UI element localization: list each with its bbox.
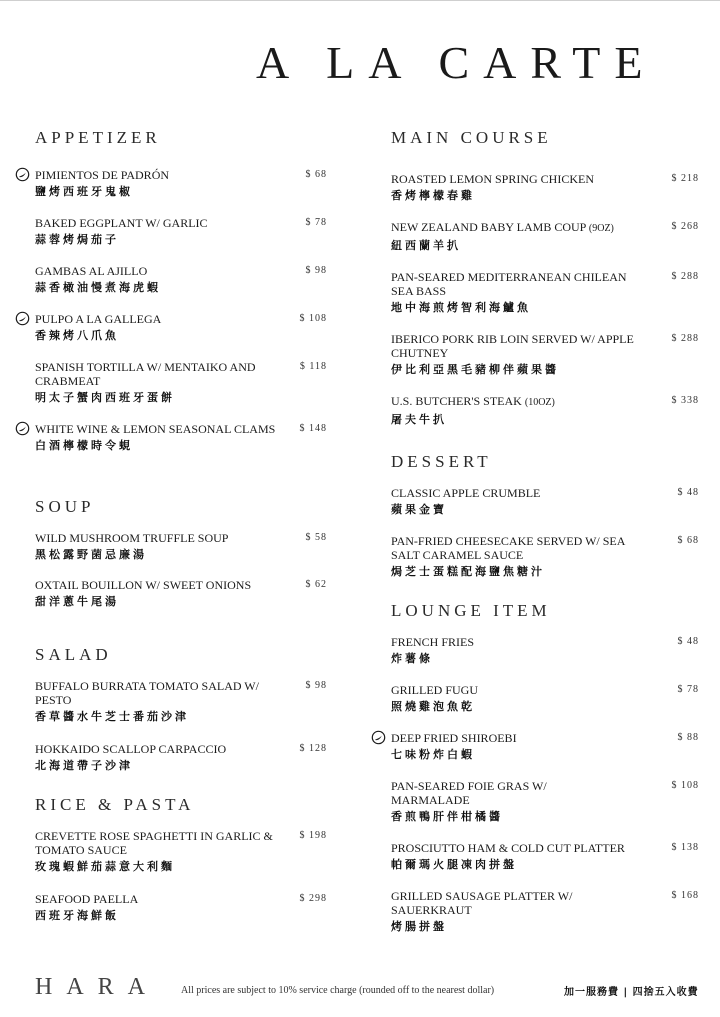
- item-name: FRENCH FRIES: [391, 635, 475, 649]
- service-charge-note: All prices are subject to 10% service charge (rounded off to the nearest dollar): [181, 985, 495, 996]
- item-name: BAKED EGGPLANT W/ GARLIC: [35, 216, 208, 230]
- item-name-zh: 蒜蓉烤焗茄子: [35, 233, 119, 246]
- item-name-zh: 地中海煎烤智利海鱸魚: [391, 301, 531, 314]
- menu-item: [35, 216, 335, 247]
- item-name: PIMIENTOS DE PADRÓN: [35, 168, 170, 182]
- item-name-zh: 烤腸拼盤: [391, 920, 447, 933]
- item-name: OXTAIL BOUILLON W/ SWEET ONIONS: [35, 578, 252, 592]
- item-price: $ 98: [305, 265, 327, 276]
- item-price: $ 128: [299, 743, 327, 754]
- item-price: $ 268: [671, 221, 699, 232]
- section-title: SOUP: [35, 497, 95, 516]
- menu-item: [35, 829, 327, 874]
- item-price: $ 298: [299, 893, 327, 904]
- item-name: [391, 394, 691, 410]
- item-price: $ 108: [299, 313, 327, 324]
- item-price: $ 98: [305, 680, 327, 691]
- item-name-zh: 紐西蘭羊扒: [391, 239, 461, 252]
- menu-item: [35, 264, 335, 295]
- chili-circle-icon: [15, 311, 30, 326]
- section-title: SALAD: [35, 645, 112, 664]
- top-divider: [0, 0, 720, 1]
- item-size-note: (9OZ): [588, 223, 614, 234]
- chili-circle-icon: [371, 730, 386, 745]
- item-price: $ 68: [677, 535, 699, 546]
- item-price: $ 168: [671, 890, 699, 901]
- item-name: SEAFOOD PAELLA: [35, 892, 139, 906]
- section-appetizer: [35, 128, 335, 453]
- item-price: $ 68: [305, 169, 327, 180]
- item-name-zh: 焗芝士蛋糕配海鹽焦糖汁: [391, 565, 545, 578]
- menu-item: [35, 360, 327, 405]
- menu-item: [35, 312, 335, 343]
- menu-item: [35, 578, 335, 609]
- menu-item: [391, 172, 699, 203]
- item-name-text: NEW ZEALAND BABY LAMB COUP: [391, 220, 586, 234]
- item-price: $ 58: [305, 532, 327, 543]
- menu-item: [391, 683, 699, 714]
- service-charge-note-zh: 加一服務費 | 四捨五入收費: [564, 987, 699, 998]
- item-name-zh: 黑松露野菌忌廉湯: [35, 548, 147, 561]
- menu-item: [391, 779, 699, 824]
- item-price: $ 78: [677, 684, 699, 695]
- item-name-zh: 伊比利亞黑毛豬柳伴蘋果醬: [391, 363, 559, 376]
- item-name-zh: 西班牙海鮮飯: [35, 909, 119, 922]
- item-name: SPANISH TORTILLA W/ MENTAIKO AND CRABMEAT: [35, 360, 256, 388]
- item-name: WHITE WINE & LEMON SEASONAL CLAMS: [35, 422, 276, 436]
- item-price: $ 338: [671, 395, 699, 406]
- item-price: $ 62: [305, 579, 327, 590]
- item-size-note: (10OZ): [524, 397, 555, 408]
- item-name-zh: 香辣烤八爪魚: [35, 329, 119, 342]
- item-name: HOKKAIDO SCALLOP CARPACCIO: [35, 742, 227, 756]
- item-name-zh: 照燒雞泡魚乾: [391, 700, 475, 713]
- item-name-zh: 屠夫牛扒: [391, 413, 447, 426]
- menu-item: [35, 742, 335, 773]
- menu-item: [391, 486, 699, 517]
- item-price: $ 78: [305, 217, 327, 228]
- menu-item: [35, 168, 335, 199]
- item-price: $ 118: [299, 361, 327, 372]
- item-name: CLASSIC APPLE CRUMBLE: [391, 486, 541, 500]
- menu-item: [35, 892, 335, 923]
- section-lounge-item: [391, 601, 699, 934]
- brand-logo: HARA: [35, 974, 160, 1000]
- item-name-zh: 帕爾瑪火腿凍肉拼盤: [391, 858, 517, 871]
- left-column: [35, 128, 335, 923]
- item-name-zh: 甜洋蔥牛尾湯: [35, 595, 119, 608]
- item-price: $ 148: [299, 423, 327, 434]
- item-name-zh: 北海道帶子沙津: [35, 759, 133, 772]
- item-price: $ 88: [677, 732, 699, 743]
- section-rice-pasta: [35, 795, 335, 923]
- menu-item: [391, 270, 699, 315]
- menu-item: [35, 679, 327, 724]
- item-name-zh: 香煎鴨肝伴柑橘醬: [391, 810, 503, 823]
- menu-item: [35, 422, 335, 453]
- item-name: GRILLED SAUSAGE PLATTER W/ SAUERKRAUT: [391, 889, 573, 917]
- menu-title: A LA CARTE: [256, 37, 657, 88]
- item-name-zh: 炸薯條: [391, 652, 433, 665]
- item-price: $ 288: [671, 271, 699, 282]
- item-name: PAN-SEARED MEDITERRANEAN CHILEAN SEA BASS: [391, 270, 627, 298]
- section-salad: [35, 645, 335, 773]
- item-name-zh: 明太子蟹肉西班牙蛋餅: [35, 391, 175, 404]
- chili-circle-icon: [15, 167, 30, 182]
- section-dessert: [391, 452, 699, 579]
- item-name-zh: 鹽烤西班牙鬼椒: [35, 185, 133, 198]
- section-title: MAIN COURSE: [391, 128, 552, 147]
- item-price: $ 48: [677, 487, 699, 498]
- item-name-zh: 香草醬水牛芝士番茄沙津: [35, 710, 189, 723]
- menu-item: [391, 534, 699, 579]
- chili-circle-icon: [15, 421, 30, 436]
- item-name: GRILLED FUGU: [391, 683, 478, 697]
- section-main-course: [391, 128, 699, 427]
- item-name-zh: 白酒檸檬時令蜆: [35, 439, 133, 452]
- item-name: PULPO A LA GALLEGA: [35, 312, 162, 326]
- item-name: DEEP FRIED SHIROEBI: [391, 731, 517, 745]
- item-name: CREVETTE ROSE SPAGHETTI IN GARLIC & TOMATO SAUCE: [35, 829, 273, 857]
- item-name: PAN-FRIED CHEESECAKE SERVED W/ SEA SALT CARAMEL SAUCE: [391, 534, 625, 562]
- item-name: BUFFALO BURRATA TOMATO SALAD W/ PESTO: [35, 679, 259, 707]
- item-name-text: U.S. BUTCHER'S STEAK: [391, 394, 522, 408]
- item-price: $ 48: [677, 636, 699, 647]
- section-title: DESSERT: [391, 452, 492, 471]
- item-price: $ 138: [671, 842, 699, 853]
- section-title: APPETIZER: [35, 128, 161, 147]
- item-price: $ 218: [671, 173, 699, 184]
- item-name-zh: 香烤檸檬春雞: [391, 189, 475, 202]
- section-title: LOUNGE ITEM: [391, 601, 551, 620]
- right-column: [391, 128, 699, 934]
- menu-item: [35, 531, 335, 562]
- menu-item: [391, 220, 699, 253]
- item-name: GAMBAS AL AJILLO: [35, 264, 148, 278]
- item-name-zh: 玫瑰蝦鮮茄蒜意大利麵: [35, 860, 175, 873]
- menu-item: [391, 635, 699, 666]
- item-name-zh: 七味粉炸白蝦: [391, 748, 475, 761]
- item-name: ROASTED LEMON SPRING CHICKEN: [391, 172, 595, 186]
- item-price: $ 288: [671, 333, 699, 344]
- item-name-zh: 蘋果金寶: [391, 503, 447, 516]
- menu-item: [391, 731, 699, 762]
- item-name: [391, 220, 691, 236]
- item-price: $ 198: [299, 830, 327, 841]
- section-soup: [35, 497, 335, 609]
- menu-item: [391, 889, 699, 934]
- menu-item: [391, 394, 699, 427]
- item-name: WILD MUSHROOM TRUFFLE SOUP: [35, 531, 229, 545]
- item-name-zh: 蒜香橄油慢煮海虎蝦: [35, 281, 161, 294]
- menu-item: [391, 841, 699, 872]
- menu-item: [391, 332, 699, 377]
- item-price: $ 108: [671, 780, 699, 791]
- item-name: PAN-SEARED FOIE GRAS W/ MARMALADE: [391, 779, 547, 807]
- item-name: IBERICO PORK RIB LOIN SERVED W/ APPLE CHUTNEY: [391, 332, 634, 360]
- item-name: PROSCIUTTO HAM & COLD CUT PLATTER: [391, 841, 625, 855]
- section-title: RICE & PASTA: [35, 795, 195, 814]
